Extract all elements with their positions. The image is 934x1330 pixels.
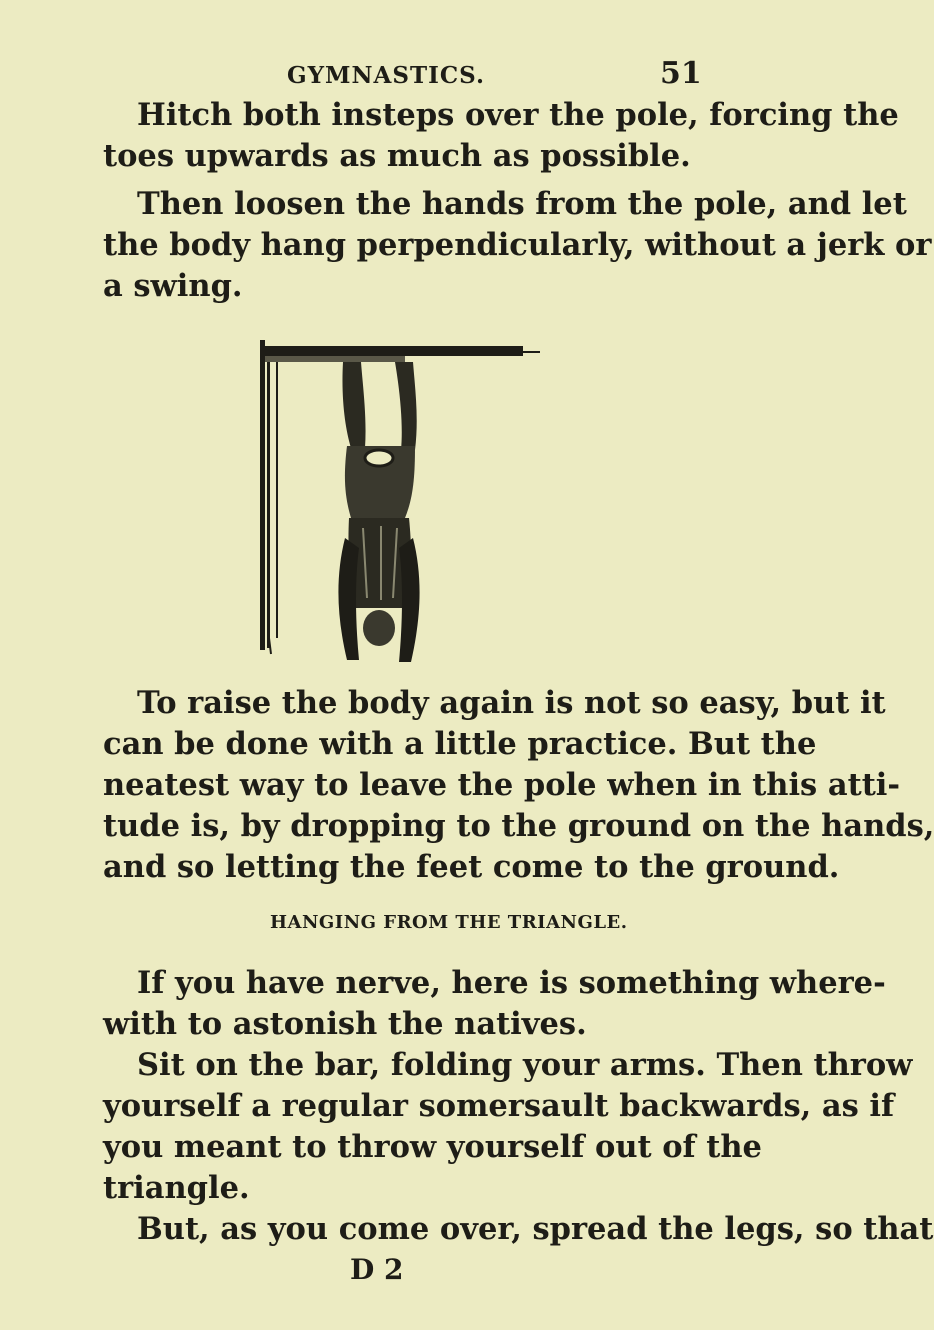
right-leg	[395, 362, 417, 450]
section-heading: HANGING FROM THE TRIANGLE.	[270, 912, 628, 933]
text-line: If you have nerve, here is something where-	[137, 965, 886, 1001]
head	[363, 610, 395, 646]
text-line: To raise the body again is not so easy, but it	[137, 685, 886, 721]
text-line: you meant to throw yourself out of the	[103, 1129, 762, 1165]
text-line: But, as you come over, spread the legs, so that	[137, 1211, 934, 1247]
text-line: Hitch both insteps over the pole, forcing the	[137, 97, 899, 133]
text-line: yourself a regular somersault backwards, as if	[103, 1088, 895, 1124]
text-line: and so letting the feet come to the ground.	[103, 849, 840, 885]
text-line: Then loosen the hands from the pole, and let	[137, 186, 907, 222]
text-line: tude is, by dropping to the ground on the hands,	[103, 808, 934, 844]
belt-knot	[365, 450, 393, 466]
wall-post-inner	[267, 352, 270, 648]
text-line: with to astonish the natives.	[103, 1006, 587, 1042]
text-line: Sit on the bar, folding your arms. Then throw	[137, 1047, 913, 1083]
text-line: can be done with a little practice. But the	[103, 726, 817, 762]
rope-end	[269, 638, 271, 654]
page-number: 51	[660, 56, 702, 91]
pole-shadow	[265, 356, 405, 362]
text-line: toes upwards as much as possible.	[103, 138, 691, 174]
left-leg	[342, 362, 365, 448]
left-arm	[338, 538, 359, 660]
wall-post	[260, 340, 265, 650]
signature-mark: D 2	[350, 1253, 404, 1286]
text-line: triangle.	[103, 1170, 250, 1206]
running-head: GYMNASTICS.	[287, 62, 485, 89]
text-line: a swing.	[103, 268, 243, 304]
hanging-figure-illustration	[255, 338, 555, 678]
text-line: the body hang perpendicularly, without a jerk or	[103, 227, 932, 263]
text-line: neatest way to leave the pole when in this atti-	[103, 767, 901, 803]
right-arm	[399, 538, 420, 662]
